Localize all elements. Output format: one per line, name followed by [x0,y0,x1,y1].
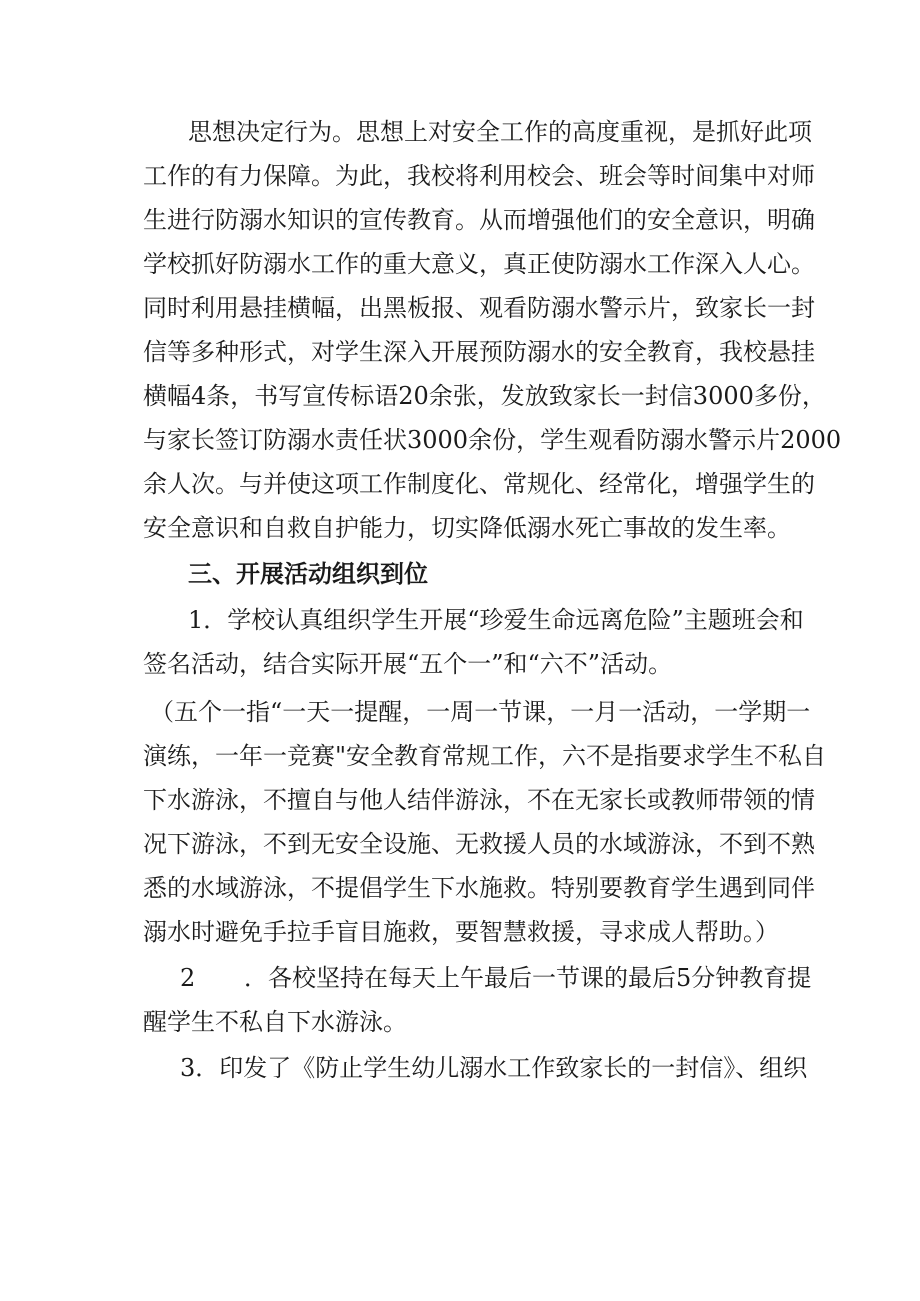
paragraph-line: 安全意识和自救自护能力，切实降低溺水死亡事故的发生率。 [143,514,791,542]
paragraph-line: 工作的有力保障。为此，我校将利用校会、班会等时间集中对师 [143,162,815,190]
note-line: 演练，一年一竞赛"安全教育常规工作，六不是指要求学生不私自 [143,742,827,770]
note-line: （五个一指“一天一提醒，一周一节课，一月一活动，一学期一 [150,698,811,726]
list-item-line: 1．学校认真组织学生开展“珍爱生命远离危险”主题班会和 [188,606,804,634]
paragraph-line: 同时利用悬挂横幅，出黑板报、观看防溺水警示片，致家长一封 [143,294,815,322]
paragraph-line: 信等多种形式，对学生深入开展预防溺水的安全教育，我校悬挂 [143,338,815,366]
paragraph-line: 余人次。与并使这项工作制度化、常规化、经常化，增强学生的 [143,470,815,498]
paragraph-line: 横幅4条，书写宣传标语20余张，发放致家长一封信3000多份， [143,382,826,410]
paragraph-line: 学校抓好防溺水工作的重大意义，真正使防溺水工作深入人心。 [143,250,815,278]
list-item-line: ．各校坚持在每天上午最后一节课的最后5分钟教育提 [244,964,812,992]
note-line: 下水游泳，不擅自与他人结伴游泳，不在无家长或教师带领的情 [143,786,815,814]
list-item-line: 醒学生不私自下水游泳。 [143,1008,407,1036]
paragraph-line: 生进行防溺水知识的宣传教育。从而增强他们的安全意识，明确 [143,206,815,234]
list-item-number: 2 [180,964,196,992]
paragraph-line: 思想决定行为。思想上对安全工作的高度重视，是抓好此项 [188,118,812,146]
list-item-line: 签名活动，结合实际开展“五个一”和“六不”活动。 [143,650,673,678]
note-line: 溺水时避免手拉手盲目施救，要智慧救援，寻求成人帮助。） [143,918,779,946]
list-item-line: 3．印发了《防止学生幼儿溺水工作致家长的一封信》、组织 [180,1054,808,1082]
section-heading: 三、开展活动组织到位 [188,560,428,588]
note-line: 况下游泳，不到无安全设施、无救援人员的水域游泳，不到不熟 [143,830,815,858]
paragraph-line: 与家长签订防溺水责任状3000余份，学生观看防溺水警示片2000 [143,426,842,454]
note-line: 悉的水域游泳，不提倡学生下水施救。特别要教育学生遇到同伴 [143,874,815,902]
